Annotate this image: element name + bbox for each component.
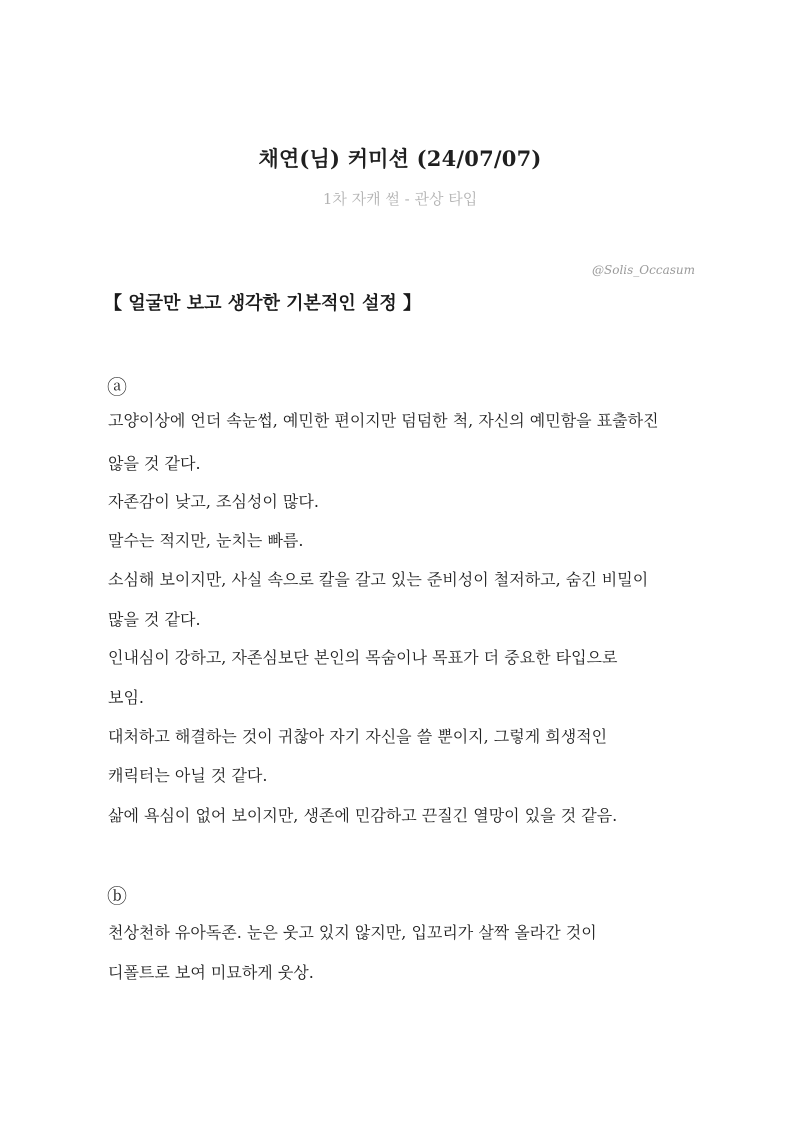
block-a-line: 삶에 욕심이 없어 보이지만, 생존에 민감하고 끈질긴 열망이 있을 것 같음. [108, 806, 618, 825]
block-marker-b: ⓑ [107, 884, 127, 908]
block-b-line: 디폴트로 보여 미묘하게 웃상. [108, 963, 314, 982]
block-a-line: 인내심이 강하고, 자존심보단 본인의 목숨이나 목표가 더 중요한 타입으로 [108, 648, 618, 667]
section-heading: 【 얼굴만 보고 생각한 기본적인 설정 】 [104, 293, 422, 314]
page-subtitle: 1차 자캐 썰 - 관상 타입 [322, 190, 478, 208]
block-a-line: 캐릭터는 아닐 것 같다. [108, 766, 268, 785]
block-a-line: 많을 것 같다. [108, 610, 201, 629]
block-marker-a: ⓐ [107, 375, 127, 399]
block-b-line: 천상천하 유아독존. 눈은 웃고 있지 않지만, 입꼬리가 살짝 올라간 것이 [108, 923, 597, 942]
block-a-line: 소심해 보이지만, 사실 속으로 칼을 갈고 있는 준비성이 철저하고, 숨긴 비밀이 [108, 570, 649, 589]
block-a-line: 않을 것 같다. [108, 454, 201, 473]
block-a-line: 말수는 적지만, 눈치는 빠름. [108, 531, 304, 550]
block-a-line: 보임. [108, 688, 144, 707]
block-a-line: 자존감이 낮고, 조심성이 많다. [108, 492, 319, 511]
page-title: 채연(님) 커미션 (24/07/07) [258, 146, 542, 171]
author-credit: @Solis_Occasum [592, 263, 695, 277]
block-a-line: 대처하고 해결하는 것이 귀찮아 자기 자신을 쓸 뿐이지, 그렇게 희생적인 [108, 727, 608, 746]
block-a-line: 고양이상에 언더 속눈썹, 예민한 편이지만 덤덤한 척, 자신의 예민함을 표출하진 [108, 411, 659, 430]
